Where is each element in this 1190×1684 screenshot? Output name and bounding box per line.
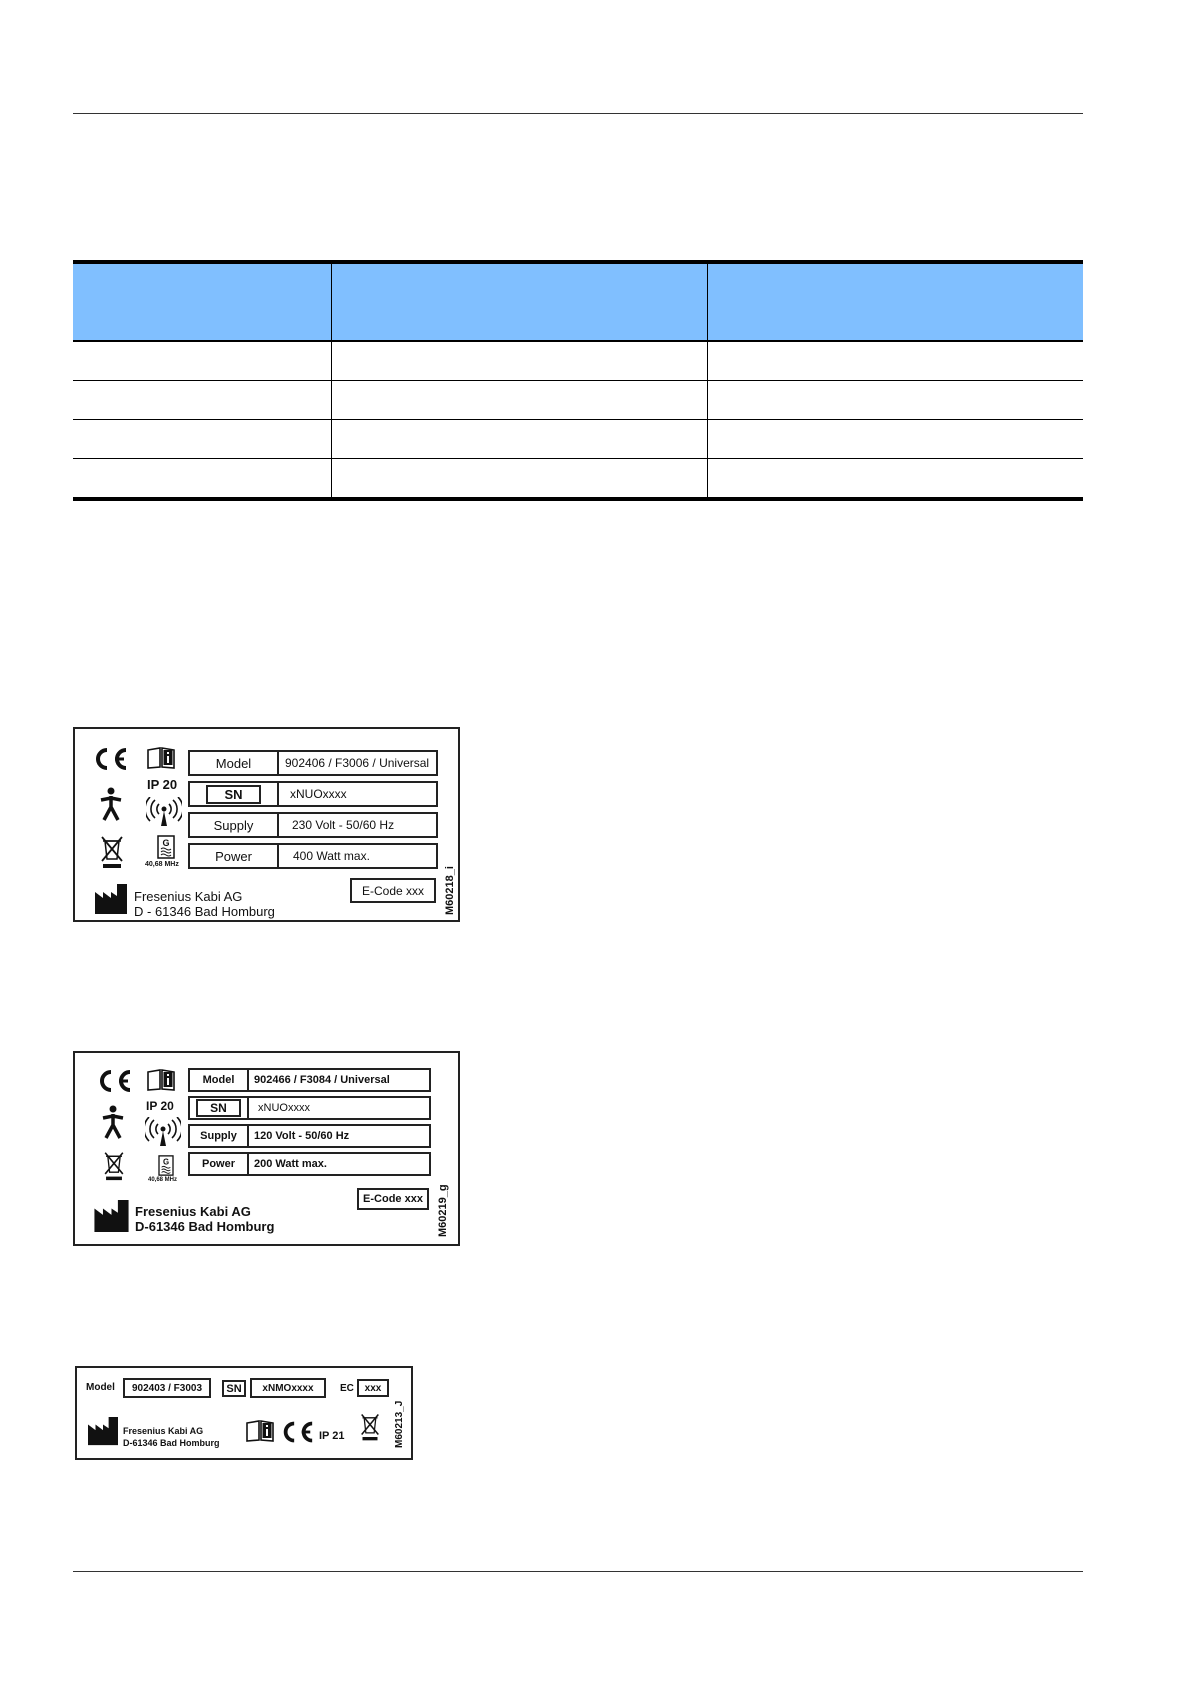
hf-device-icon <box>157 835 175 859</box>
type-b-applied-part-icon <box>99 787 123 821</box>
manufacturer-name: Fresenius Kabi AG <box>135 1204 251 1219</box>
table-header-cell <box>331 262 707 341</box>
table-cell <box>331 459 707 500</box>
ecode-text: E-Code xxx <box>363 1193 423 1205</box>
sn-key: SN <box>196 1099 241 1117</box>
power-value: 200 Watt max. <box>254 1158 327 1170</box>
rating-plate-label-2 <box>73 1051 460 1246</box>
power-field <box>188 1152 431 1176</box>
model-field <box>188 750 438 776</box>
ec-key: EC <box>340 1383 354 1394</box>
supply-key: Supply <box>190 814 279 836</box>
model-box <box>123 1378 211 1398</box>
instructions-manual-icon <box>147 747 175 769</box>
frequency-text: 40,68 MHz <box>148 1177 178 1183</box>
table-cell <box>73 459 331 500</box>
table-cell <box>331 420 707 459</box>
weee-bin-icon <box>360 1412 380 1442</box>
supply-field <box>188 812 438 838</box>
manufacturer-address: D - 61346 Bad Homburg <box>134 904 275 919</box>
table-cell <box>73 381 331 420</box>
manufacturer-name: Fresenius Kabi AG <box>134 889 243 904</box>
manufacturer-address: D-61346 Bad Homburg <box>123 1438 220 1448</box>
manufacturer-icon <box>94 1200 129 1232</box>
manufacturer-address: D-61346 Bad Homburg <box>135 1219 275 1234</box>
ecode-box <box>357 1188 429 1210</box>
ip-rating: IP 20 <box>146 1099 174 1113</box>
ce-mark-icon <box>95 1069 133 1093</box>
table-header-cell <box>73 262 331 341</box>
sn-field <box>188 781 438 807</box>
ecode-box <box>350 878 436 903</box>
reference-code: M60218_i <box>444 866 456 915</box>
sn-key: SN <box>206 785 260 804</box>
sn-value: xNUOxxxx <box>290 787 347 801</box>
type-b-applied-part-icon <box>101 1105 125 1139</box>
instructions-manual-icon <box>245 1420 275 1442</box>
sn-key: SN <box>226 1382 242 1395</box>
model-value: 902406 / F3006 / Universal <box>285 756 430 770</box>
model-key: Model <box>86 1382 115 1393</box>
model-value: 902466 / F3084 / Universal <box>254 1074 390 1086</box>
ec-value-box <box>357 1379 389 1397</box>
supply-value: 230 Volt - 50/60 Hz <box>292 818 395 832</box>
header-rule <box>73 113 1083 114</box>
weee-bin-icon <box>103 1151 125 1181</box>
power-field <box>188 843 438 869</box>
table-row <box>73 420 1083 459</box>
ip-rating: IP 20 <box>147 777 178 792</box>
table-header-row <box>73 262 1083 341</box>
rating-plate-label-3 <box>75 1366 413 1460</box>
table-row <box>73 459 1083 500</box>
table-cell <box>331 341 707 381</box>
manufacturer-icon <box>88 1416 118 1446</box>
non-ionizing-radiation-icon <box>146 797 182 827</box>
instructions-manual-icon <box>147 1069 175 1091</box>
ce-mark-icon <box>279 1420 315 1444</box>
sn-key-box <box>222 1380 246 1397</box>
sn-value: xNUOxxxx <box>258 1102 310 1114</box>
ecode-text: E-Code xxx <box>361 883 425 898</box>
ec-value: xxx <box>364 1382 382 1394</box>
sn-value: xNMOxxxx <box>262 1382 314 1394</box>
power-key: Power <box>190 1154 249 1174</box>
svg-text:G: G <box>162 838 170 848</box>
rating-plate-label-1 <box>73 727 460 922</box>
power-key: Power <box>190 845 279 867</box>
non-ionizing-radiation-icon <box>145 1117 181 1147</box>
manufacturer-icon <box>95 884 127 914</box>
power-value: 400 Watt max. <box>293 849 370 863</box>
supply-field <box>188 1124 431 1148</box>
reference-code: M60219_g <box>437 1184 449 1237</box>
table-cell <box>73 420 331 459</box>
model-key: Model <box>190 1070 249 1090</box>
footer-rule <box>73 1571 1083 1572</box>
table-cell <box>707 341 1083 381</box>
hf-device-icon <box>158 1155 174 1176</box>
sn-key-area <box>190 1098 249 1118</box>
table-cell <box>707 420 1083 459</box>
table-row <box>73 341 1083 381</box>
table-row <box>73 381 1083 420</box>
table-cell <box>707 381 1083 420</box>
frequency-text: 40,68 MHz <box>145 861 179 868</box>
weee-bin-icon <box>100 835 124 869</box>
sn-value-box <box>250 1378 326 1398</box>
svg-text:G: G <box>162 1157 170 1167</box>
data-table <box>73 260 1083 501</box>
sn-key-area <box>190 783 279 805</box>
model-key: Model <box>190 752 279 774</box>
ce-mark-icon <box>91 747 129 771</box>
manufacturer-name: Fresenius Kabi AG <box>123 1426 204 1436</box>
ip-rating: IP 21 <box>319 1430 345 1442</box>
supply-value: 120 Volt - 50/60 Hz <box>254 1130 350 1142</box>
model-value: 902403 / F3003 <box>131 1382 203 1394</box>
reference-code: M60213_J <box>394 1400 405 1448</box>
table-header-cell <box>707 262 1083 341</box>
table-cell <box>331 381 707 420</box>
model-field <box>188 1068 431 1092</box>
sn-field <box>188 1096 431 1120</box>
supply-key: Supply <box>190 1126 249 1146</box>
table-cell <box>73 341 331 381</box>
table-cell <box>707 459 1083 500</box>
